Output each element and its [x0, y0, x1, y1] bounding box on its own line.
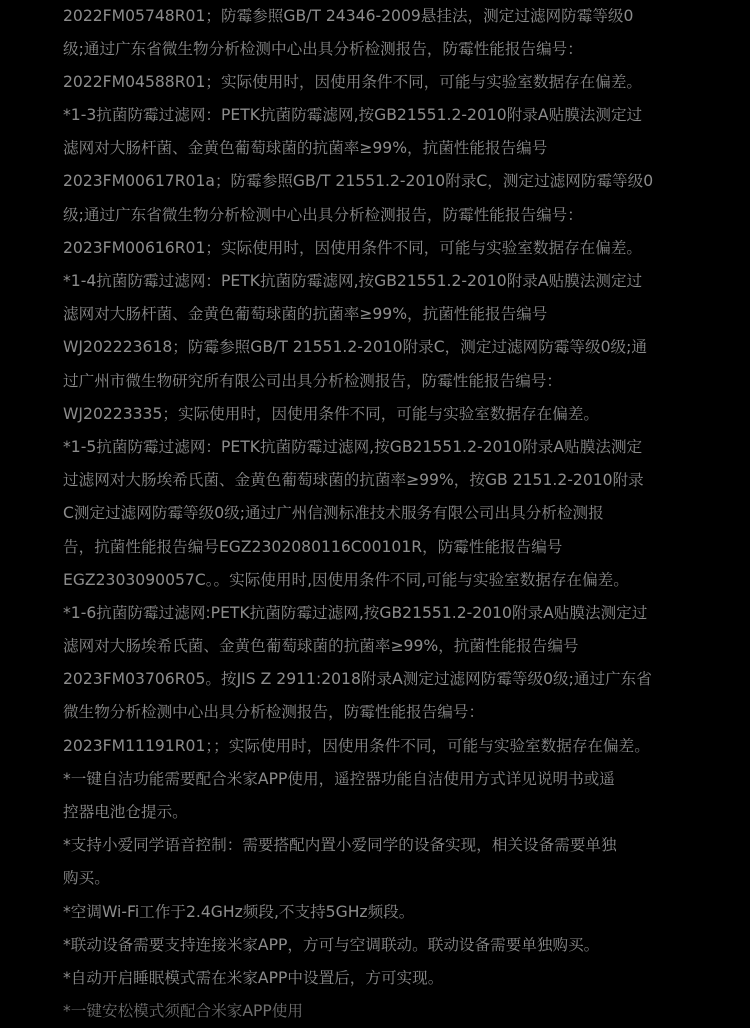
- disclaimer-line: 2022FM05748R01；防霉参照GB/T 24346-2009悬挂法，测定过滤网防霉等级0: [63, 6, 634, 25]
- disclaimer-line: 级;通过广东省微生物分析检测中心出具分析检测报告，防霉性能报告编号：: [63, 205, 583, 224]
- disclaimer-line: 滤网对大肠杆菌、金黄色葡萄球菌的抗菌率≥99%，抗菌性能报告编号: [63, 139, 548, 158]
- disclaimer-line: *空调Wi-Fi工作于2.4GHz频段,不支持5GHz频段。: [63, 902, 415, 921]
- disclaimer-line: 2023FM00616R01；实际使用时，因使用条件不同，可能与实验室数据存在偏差。: [63, 238, 643, 257]
- disclaimer-line: 2022FM04588R01；实际使用时，因使用条件不同，可能与实验室数据存在偏差。: [63, 72, 643, 91]
- disclaimer-line: *1-3抗菌防霉过滤网：PETK抗菌防霉滤网,按GB21551.2-2010附录A贴膜法测定过: [63, 106, 643, 125]
- disclaimer-line: 过滤网对大肠埃希氏菌、金黄色葡萄球菌的抗菌率≥99%，按GB 2151.2-2010附录: [63, 471, 644, 490]
- disclaimer-line: *1-4抗菌防霉过滤网：PETK抗菌防霉滤网,按GB21551.2-2010附录A贴膜法测定过: [63, 272, 643, 290]
- disclaimer-line: 2023FM00617R01a；防霉参照GB/T 21551.2-2010附录C，测定过滤网防霉等级0: [63, 172, 654, 191]
- disclaimer-line: WJ20223335；实际使用时，因使用条件不同，可能与实验室数据存在偏差。: [63, 404, 600, 423]
- disclaimer-line: *一键自洁功能需要配合米家APP使用，遥控器功能自洁使用方式详见说明书或遥: [63, 769, 615, 788]
- disclaimer-line: 级;通过广东省微生物分析检测中心出具分析检测报告，防霉性能报告编号：: [63, 39, 583, 58]
- disclaimer-line: 过广州市微生物研究所有限公司出具分析检测报告，防霉性能报告编号：: [63, 371, 563, 390]
- disclaimer-line: 2023FM11191R01；；实际使用时，因使用条件不同，可能与实验室数据存在偏差。: [63, 736, 650, 755]
- disclaimer-line: 微生物分析检测中心出具分析检测报告，防霉性能报告编号：: [63, 703, 485, 722]
- disclaimer-text-block: [63, 0, 693, 1028]
- disclaimer-line: *自动开启睡眠模式需在米家APP中设置后，方可实现。: [63, 968, 444, 987]
- disclaimer-line: 控器电池仓提示。: [63, 803, 188, 821]
- disclaimer-line: 2023FM03706R05。按JIS Z 2911:2018附录A测定过滤网防霉等级0级;通过广东省: [63, 670, 652, 689]
- disclaimer-line: *1-6抗菌防霉过滤网:PETK抗菌防霉过滤网,按GB21551.2-2010附录A贴膜法测定过: [63, 603, 648, 622]
- disclaimer-line: *支持小爱同学语音控制：需要搭配内置小爱同学的设备实现，相关设备需要单独: [63, 836, 617, 855]
- disclaimer-line: *联动设备需要支持连接米家APP，方可与空调联动。联动设备需要单独购买。: [63, 935, 600, 954]
- disclaimer-line: 滤网对大肠杆菌、金黄色葡萄球菌的抗菌率≥99%，抗菌性能报告编号: [63, 305, 548, 324]
- disclaimer-line: C测定过滤网防霉等级0级;通过广州信测标准技术服务有限公司出具分析检测报: [63, 504, 604, 523]
- disclaimer-line: WJ202223618；防霉参照GB/T 21551.2-2010附录C，测定过滤网防霉等级0级;通: [63, 338, 647, 357]
- disclaimer-line: *1-5抗菌防霉过滤网：PETK抗菌防霉过滤网,按GB21551.2-2010附录A贴膜法测定: [63, 437, 643, 456]
- disclaimer-line: 告，抗菌性能报告编号EGZ2302080116C00101R，防霉性能报告编号: [63, 537, 563, 556]
- disclaimer-line: *一键安松模式须配合米家APP使用: [63, 1002, 303, 1021]
- disclaimer-line: 购买。: [63, 869, 110, 888]
- disclaimer-line: 滤网对大肠埃希氏菌、金黄色葡萄球菌的抗菌率≥99%，抗菌性能报告编号: [63, 637, 579, 656]
- disclaimer-line: EGZ2303090057C。。实际使用时,因使用条件不同,可能与实验室数据存在偏差。: [63, 570, 629, 589]
